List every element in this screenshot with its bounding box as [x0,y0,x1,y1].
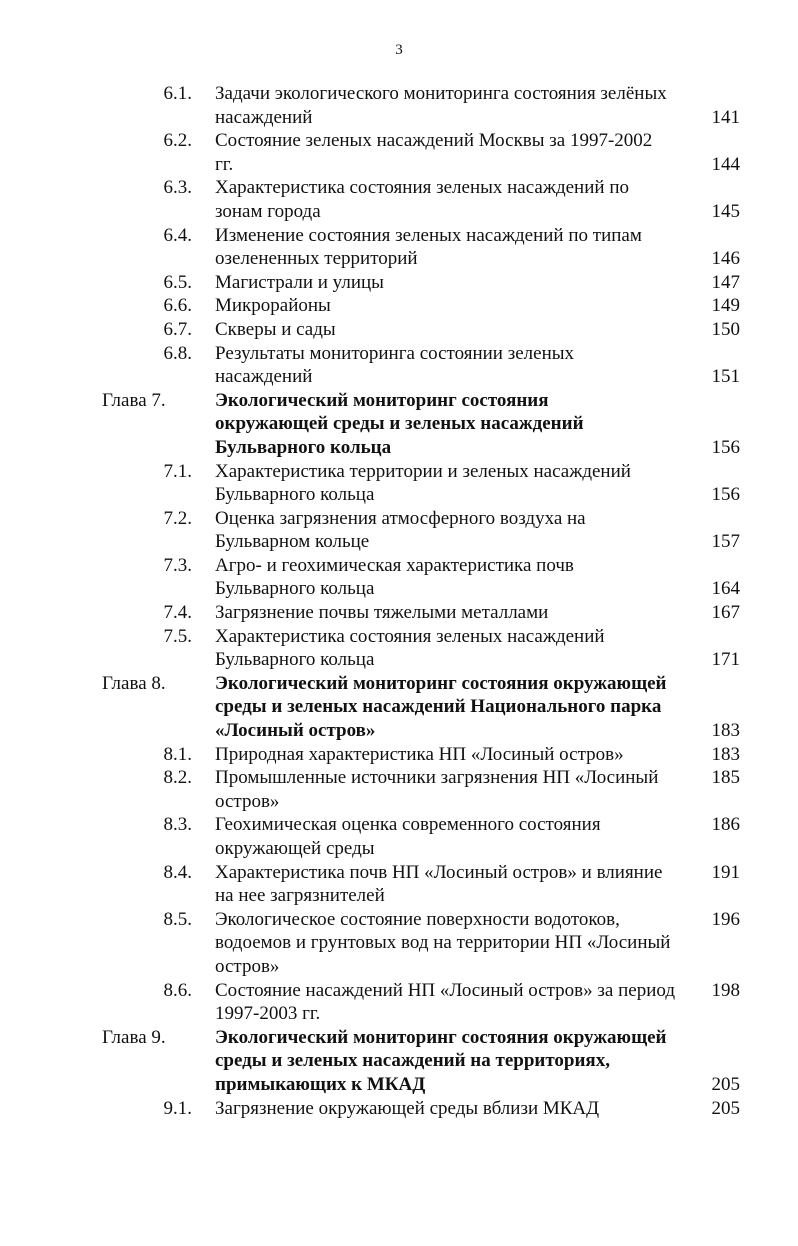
toc-entry-title: Оценка загрязнения атмосферного воздуха на Бульварном кольце [215,507,586,553]
toc-entry-title: Изменение состояния зеленых насаждений по типам озелененных территорий [215,224,642,270]
toc-entry-page: 185 [711,767,740,789]
toc-entry [0,318,798,342]
toc-entry [0,460,798,507]
toc-entry-number: 8.5. [163,908,192,930]
toc-entry-title: Магистрали и улицы [215,271,384,293]
toc-entry-number: 6.8. [163,342,192,364]
toc-entry-page: 149 [711,295,740,317]
toc-entry-page: 196 [711,908,740,930]
toc-entry-title: Характеристика состояния зеленых насаждений Бульварного кольца [215,625,605,671]
table-of-contents [0,82,798,1120]
toc-entry-page: 183 [711,720,740,742]
toc-entry-title: Экологический мониторинг состояния окружающей среды и зеленых насаждений Бульварного кольца [215,389,584,458]
toc-entry-number: 7.1. [163,460,192,482]
toc-entry-number: 8.6. [163,979,192,1001]
toc-entry [0,766,798,813]
toc-entry [0,224,798,271]
toc-entry-page: 141 [711,106,740,128]
toc-entry [0,979,798,1026]
toc-entry [0,342,798,389]
toc-entry-page: 164 [711,578,740,600]
toc-entry-number: 6.6. [163,295,192,317]
toc-entry [0,129,798,176]
toc-entry-number: 6.3. [163,177,192,199]
toc-entry-title: Характеристика состояния зеленых насаждений по зонам города [215,177,629,222]
toc-entry-number: 6.7. [163,318,192,340]
toc-entry-number: 8.3. [163,814,192,836]
toc-entry-title: Агро- и геохимическая характеристика почв Бульварного кольца [215,554,574,600]
toc-entry-page: 145 [711,200,740,222]
toc-entry-page: 186 [711,814,740,836]
toc-entry-title: Геохимическая оценка современного состояния окружающей среды [215,814,601,859]
toc-entry-page: 150 [711,318,740,340]
toc-entry [0,861,798,908]
toc-entry [0,813,798,860]
toc-entry [0,507,798,554]
toc-entry-page: 156 [711,436,740,458]
toc-entry-number: 9.1. [163,1097,192,1119]
toc-entry-number: 7.3. [163,554,192,576]
toc-entry-title: Промышленные источники загрязнения НП «Лосиный остров» [215,767,659,812]
toc-entry-title: Скверы и сады [215,318,336,340]
toc-entry-title: Экологический мониторинг состояния окружающей среды и зеленых насаждений на территориях, примыкающих к МКАД [215,1026,667,1095]
toc-entry-page: 151 [711,366,740,388]
toc-entry-number: 6.4. [163,224,192,246]
toc-entry-title: Загрязнение почвы тяжелыми металлами [215,602,549,624]
toc-chapter-entry [0,672,798,743]
toc-entry-page: 146 [711,248,740,270]
toc-entry [0,294,798,318]
toc-entry-number: 7.2. [163,507,192,529]
toc-entry-title: Характеристика территории и зеленых насаждений Бульварного кольца [215,460,631,506]
toc-entry-title: Задачи экологического мониторинга состояния зелёных насаждений [215,83,667,128]
toc-entry-page: 157 [711,531,740,553]
toc-entry [0,82,798,129]
toc-entry-number: Глава 8. [102,672,166,694]
toc-entry-number: Глава 7. [102,389,166,411]
toc-entry [0,908,798,979]
page-number: 3 [395,42,403,58]
toc-entry [0,176,798,223]
toc-entry-number: 8.2. [163,767,192,789]
toc-entry-number: 6.5. [163,271,192,293]
toc-entry [0,554,798,601]
toc-entry-page: 191 [711,861,740,883]
toc-entry-number: 8.4. [163,861,192,883]
toc-entry-title: Характеристика почв НП «Лосиный остров» и влияние на нее загрязнителей [215,861,663,907]
toc-entry-page: 205 [711,1097,740,1119]
toc-entry [0,601,798,625]
toc-entry-page: 198 [711,979,740,1001]
toc-entry-page: 156 [711,484,740,506]
toc-chapter-entry [0,389,798,460]
toc-entry-page: 167 [711,602,740,624]
toc-entry [0,743,798,767]
toc-entry-page: 144 [711,153,740,175]
toc-entry-number: 8.1. [163,743,192,765]
toc-entry-page: 205 [711,1073,740,1095]
toc-entry-title: Загрязнение окружающей среды вблизи МКАД [215,1097,600,1119]
toc-entry-number: 7.5. [163,625,192,647]
toc-entry-title: Микрорайоны [215,295,331,317]
toc-entry-page: 147 [711,271,740,293]
toc-entry [0,271,798,295]
toc-entry-title: Природная характеристика НП «Лосиный остров» [215,743,624,765]
toc-entry-title: Состояние насаждений НП «Лосиный остров» за период 1997-2003 гг. [215,979,675,1025]
toc-entry-page: 171 [711,649,740,671]
toc-chapter-entry [0,1026,798,1097]
toc-entry-title: Экологический мониторинг состояния окружающей среды и зеленых насаждений Национального парка «Лосиный остров» [215,672,667,742]
toc-entry [0,1097,798,1121]
toc-entry-title: Состояние зеленых насаждений Москвы за 1997-2002 гг. [215,130,653,175]
toc-entry-page: 183 [711,743,740,765]
toc-entry-title: Результаты мониторинга состоянии зеленых насаждений [215,342,575,388]
toc-entry-title: Экологическое состояние поверхности водотоков, водоемов и грунтовых вод на территории НП «Лосиный остров» [215,908,671,977]
toc-entry-number: 7.4. [163,602,192,624]
toc-entry [0,625,798,672]
toc-entry-number: 6.2. [163,130,192,152]
toc-entry-number: Глава 9. [102,1026,166,1048]
toc-entry-number: 6.1. [163,83,192,104]
